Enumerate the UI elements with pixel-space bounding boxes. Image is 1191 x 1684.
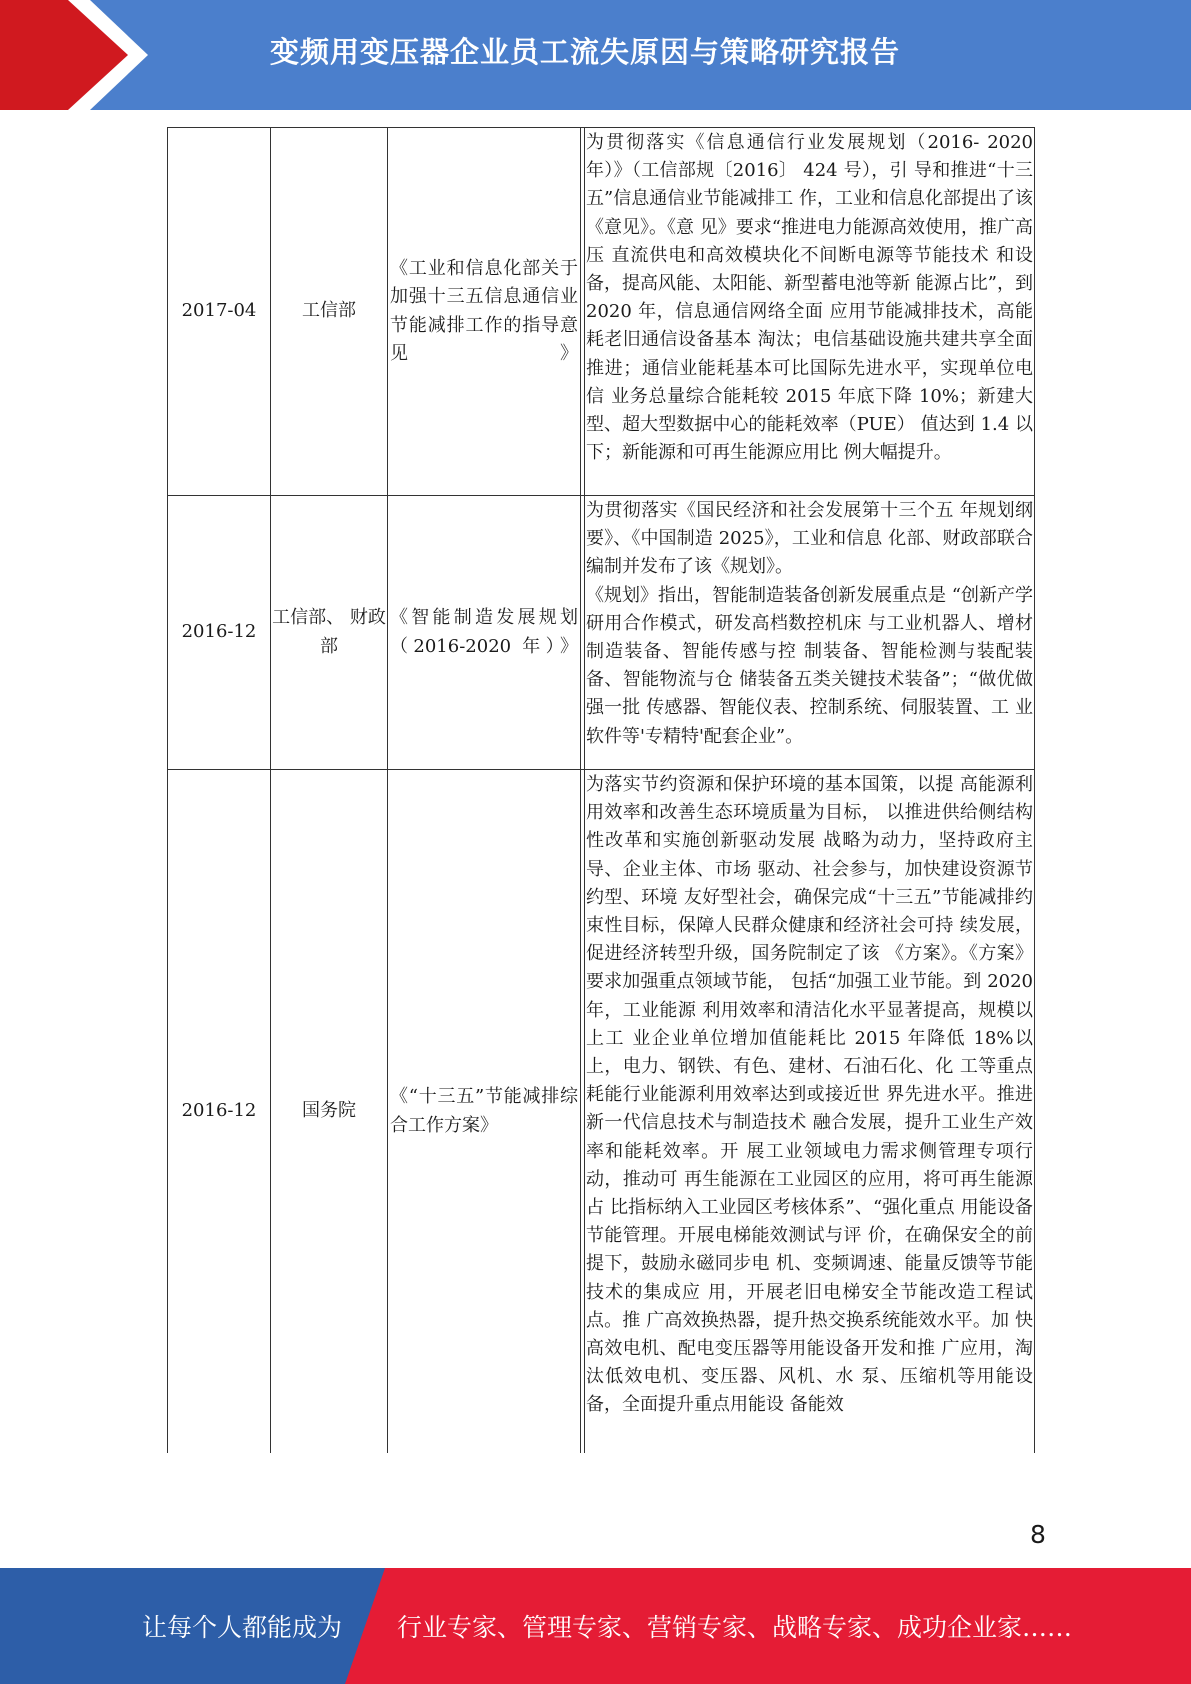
policy-table bbox=[167, 127, 1035, 1453]
department-cell: 国务院 bbox=[271, 770, 388, 1454]
footer-slogan-right: 行业专家、管理专家、营销专家、战略专家、成功企业家…… bbox=[397, 1613, 1073, 1642]
content-text: 为落实节约资源和保护环境的基本国策，以提 高能源利用效率和改善生态环境质量为目标， 以推进供给侧结构性改革和实施创新驱动发展 战略为动力，坚持政府主导、企业主体、市场 驱动、社会参与，加快建设资源节约型、环境 友好型社会，确保完成“十三五”节能减排约 束性目标，保障人民群众健康和经济社会可持 续发展，促进经济转型升级，国务院制定了该 《方案》。《方案》要求加强重点领域节能， 包括“加强工业节能。到 2020 年，工业能源 利用效率和清洁化水平显著提高，规模以上工 业企业单位增加值能耗比 2015 年降低 18%以上，电力、钢铁、有色、建材、石油石化、化 工等重点耗能行业能源利用效率达到或接近世 界先进水平。推进新一代信息技术与制造技术 融合发展，提升工业生产效率和能耗效率。开 展工业领域电力需求侧管理专项行动，推动可 再生能源在工业园区的应用，将可再生能源占 比指标纳入工业园区考核体系”、“强化重点 用能设备节能管理。开展电梯能效测试与评 价，在确保安全的前提下，鼓励永磁同步电 机、变频调速、能量反馈等节能技术的集成应 用，开展老旧电梯安全节能改造工程试点。推 广高效换热器，提升热交换系统能效水平。加 快高效电机、配电变压器等用能设备开发和推 广应用，淘汰低效电机、变压器、风机、水 泵、压缩机等用能设备，全面提升重点用能设 备能效 bbox=[586, 774, 1033, 1416]
content-text: 为贯彻落实《信息通信行业发展规划（2016- 2020 年）》（工信部规〔2016〕 424 号），引 导和推进“十三五”信息通信业节能减排工 作，工业和信息化部提出了该《意见》。《意 见》要求“推进电力能源高效使用，推广高压 直流供电和高效模块化不间断电源等节能技术 和设备，提高风能、太阳能、新型蓄电池等新 能源占比”，到 2020 年，信息通信网络全面 应用节能减排技术，高能耗老旧通信设备基本 淘汰；电信基础设施共建共享全面推进；通信业能耗基本可比国际先进水平，实现单位电信 业务总量综合能耗较 2015 年底下降 10%；新建大型、超大型数据中心的能耗效率（PUE） 值达到 1.4 以下；新能源和可再生能源应用比 例大幅提升。 bbox=[586, 132, 1033, 464]
table-row bbox=[168, 770, 1035, 1454]
table-row bbox=[168, 496, 1035, 770]
report-title: 变频用变压器企业员工流失原因与策略研究报告 bbox=[270, 35, 901, 69]
content-cell bbox=[585, 770, 1035, 1454]
header-arrow-decoration bbox=[0, 0, 150, 110]
date-cell: 2017-04 bbox=[168, 128, 271, 496]
content-cell bbox=[585, 496, 1035, 770]
footer-slogan-left: 让每个人都能成为 bbox=[142, 1613, 343, 1642]
department-cell: 工信部 bbox=[271, 128, 388, 496]
table-row bbox=[168, 128, 1035, 496]
page-number: 8 bbox=[1030, 1520, 1046, 1549]
date-cell: 2016-12 bbox=[168, 770, 271, 1454]
document-name-cell: 《“十三五”节能减排综合工作方案》 bbox=[388, 770, 581, 1454]
document-name-cell: 《智能制造发展规划 （2016-2020 年）》 bbox=[388, 496, 581, 770]
content-cell bbox=[585, 128, 1035, 496]
footer-banner bbox=[0, 1568, 1191, 1684]
header-banner bbox=[0, 0, 1191, 110]
content-paragraph: 为贯彻落实《国民经济和社会发展第十三个五 年规划纲要》、《中国制造 2025》，工业和信息 化部、财政部联合编制并发布了该《规划》。 bbox=[586, 500, 1033, 578]
date-cell: 2016-12 bbox=[168, 496, 271, 770]
department-cell: 工信部、 财政部 bbox=[271, 496, 388, 770]
document-name-cell: 《工业和信息化部关于加强十三五信息通信业节能减排工作的指导意见》 bbox=[388, 128, 581, 496]
content-paragraph: 《规划》指出，智能制造装备创新发展重点是 “创新产学研用合作模式，研发高档数控机床 与工业机器人、增材制造装备、智能传感与控 制装备、智能检测与装配装备、智能物流与仓 储装备五类关键技术装备”；“做优做强一批 传感器、智能仪表、控制系统、伺服装置、工 业软件等'专精特'配套企业”。 bbox=[586, 584, 1033, 747]
